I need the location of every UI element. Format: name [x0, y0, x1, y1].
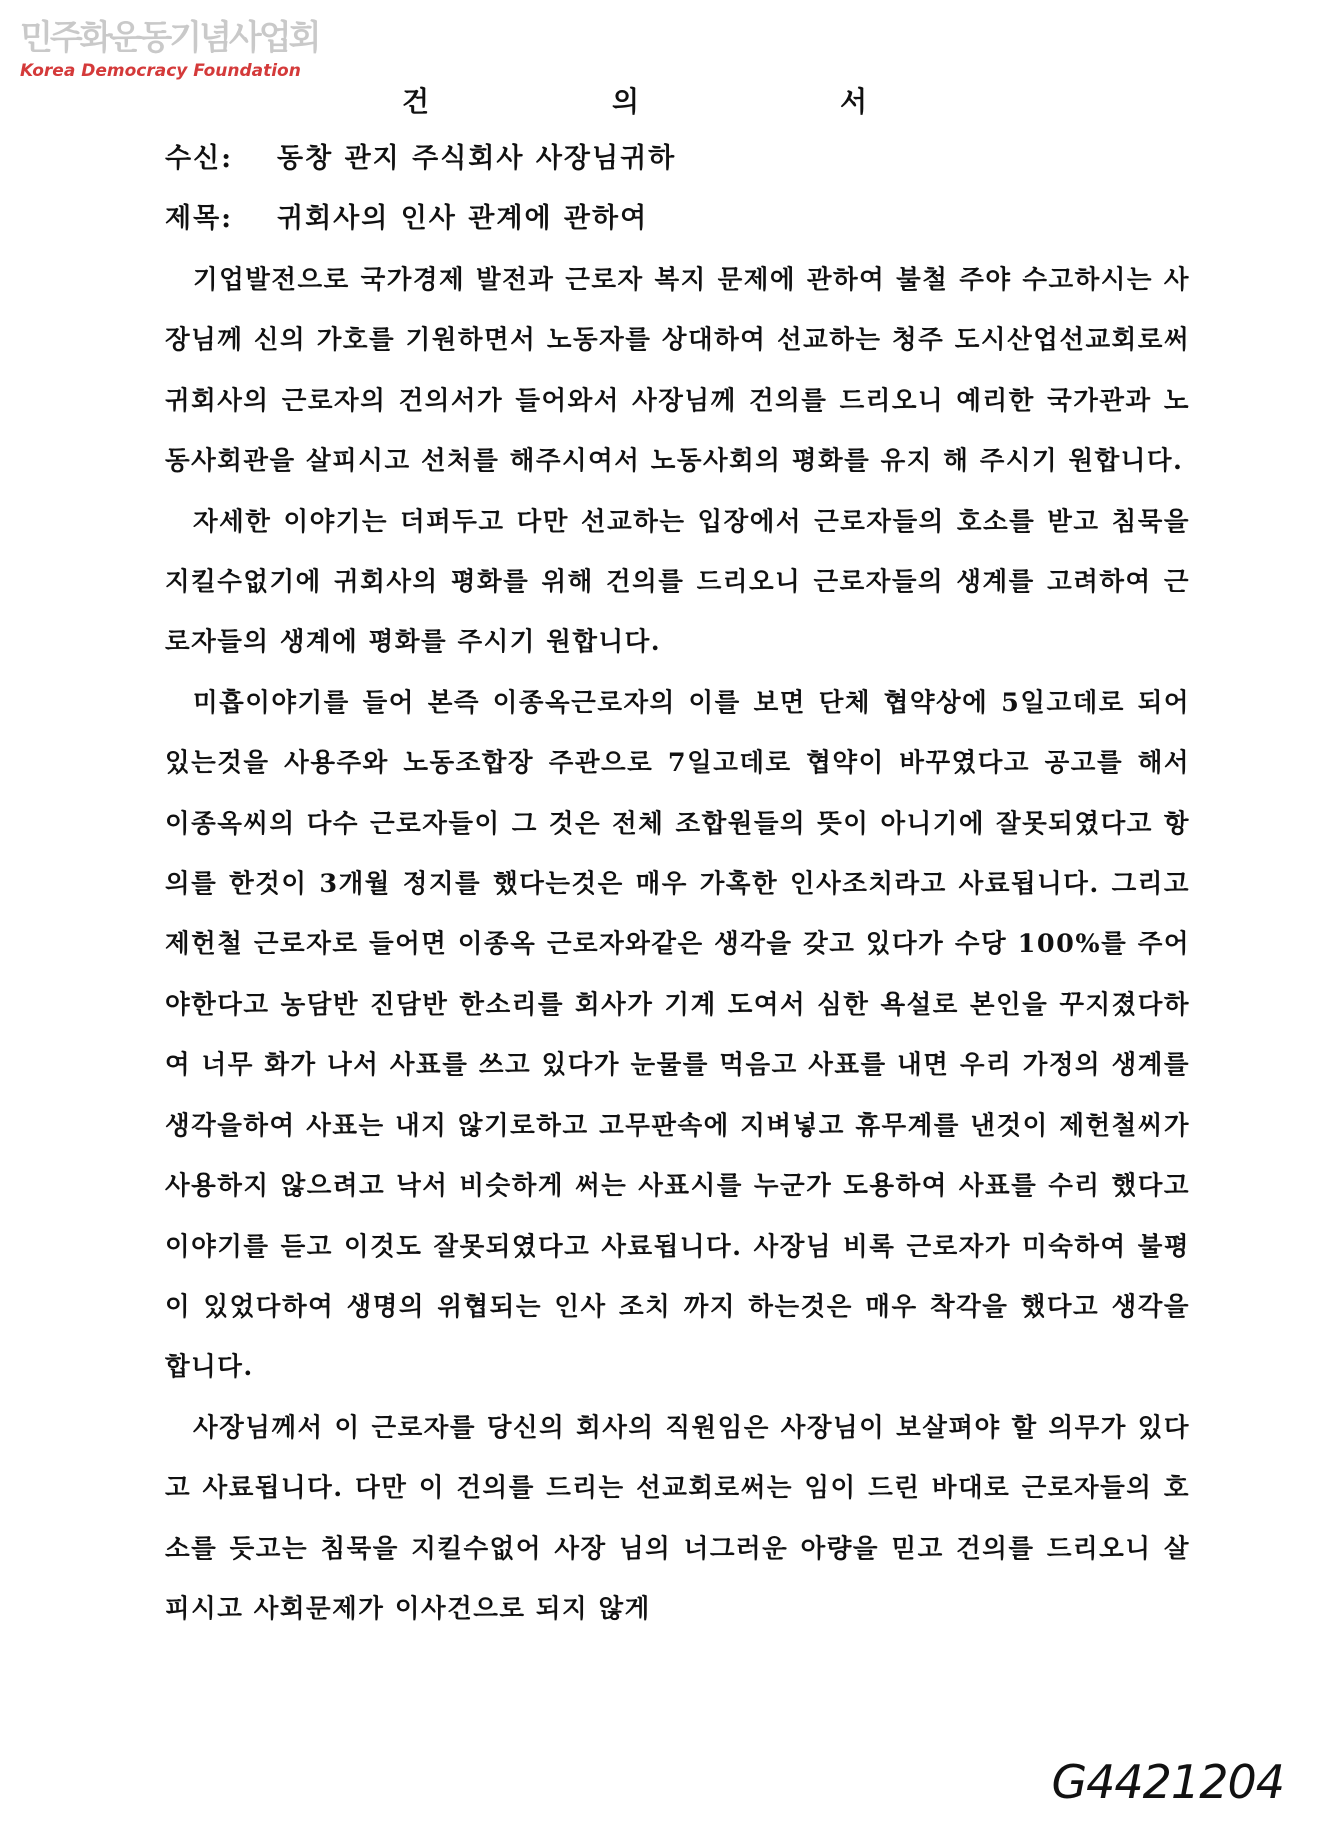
document-body: [165, 250, 1190, 1639]
body-paragraph: 기업발전으로 국가경제 발전과 근로자 복지 문제에 관하여 불철 주야 수고하시는 사장님께 신의 가호를 기원하면서 노동자를 상대하여 선교하는 청주 도시산업선교회로써 귀회사의 근로자의 건의서가 들어와서 사장님께 건의를 드리오니 예리한 국가관과 노동사회관을 살피시고 선처를 해주시여서 노동사회의 평화를 유지 해 주시기 원합니다.: [165, 265, 1190, 477]
logo-korean-text: 민주화운동기념사업회: [20, 18, 319, 58]
logo-english-text: Korea Democracy Foundation: [20, 61, 301, 81]
subject-label: 제목:: [165, 203, 234, 234]
document-title: [0, 80, 1320, 120]
foundation-logo: [20, 18, 318, 82]
recipient-label: 수신:: [165, 143, 234, 174]
recipient-line: [165, 136, 676, 175]
recipient-value: 동창 관지 주식회사 사장님귀하: [277, 143, 677, 174]
subject-line: [165, 196, 648, 235]
title-char-1: 건: [402, 85, 430, 118]
body-paragraph: 자세한 이야기는 더퍼두고 다만 선교하는 입장에서 근로자들의 호소를 받고 침묵을 지킬수없기에 귀회사의 평화를 위해 건의를 드리오니 근로자들의 생계를 고려하여 근로자들의 생계에 평화를 주시기 원합니다.: [165, 506, 1190, 658]
title-char-2: 의: [612, 85, 640, 118]
body-paragraph: 사장님께서 이 근로자를 당신의 회사의 직원임은 사장님이 보살펴야 할 의무가 있다고 사료됩니다. 다만 이 건의를 드리는 선교회로써는 임이 드린 바대로 근로자들의 호소를 듯고는 침묵을 지킬수없어 사장 님의 너그러운 아량을 믿고 건의를 드리오니 살피시고 사회문제가 이사건으로 되지 않게: [165, 1412, 1190, 1624]
body-paragraph: 미흡이야기를 들어 본즉 이종옥근로자의 이를 보면 단체 협약상에 5일고데로 되어 있는것을 사용주와 노동조합장 주관으로 7일고데로 협약이 바꾸였다고 공고를 해서 이종옥씨의 다수 근로자들이 그 것은 전체 조합원들의 뜻이 아니기에 잘못되였다고 항의를 한것이 3개월 정지를 했다는것은 매우 가혹한 인사조치라고 사료됩니다. 그리고 제헌철 근로자로 들어면 이종옥 근로자와같은 생각을 갖고 있다가 수당 100%를 주어야한다고 농담반 진담반 한소리를 회사가 기계 도여서 심한 욕설로 본인을 꾸지졌다하여 너무 화가 나서 사표를 쓰고 있다가 눈물를 먹음고 사표를 내면 우리 가정의 생계를 생각을하여 사표는 내지 않기로하고 고무판속에 지벼넣고 휴무계를 낸것이 제헌철씨가 사용하지 않으려고 낙서 비슷하게 써는 사표시를 누군가 도용하여 사표를 수리 했다고 이야기를 듣고 이것도 잘못되였다고 사료됩니다. 사장님 비록 근로자가 미숙하여 불평이 있었다하여 생명의 위협되는 인사 조치 까지 하는것은 매우 착각을 했다고 생각을합니다.: [165, 687, 1190, 1383]
subject-value: 귀회사의 인사 관계에 관하여: [277, 203, 649, 234]
title-char-3: 서: [840, 85, 868, 118]
archive-reference-number: G4421204: [1051, 1755, 1284, 1809]
